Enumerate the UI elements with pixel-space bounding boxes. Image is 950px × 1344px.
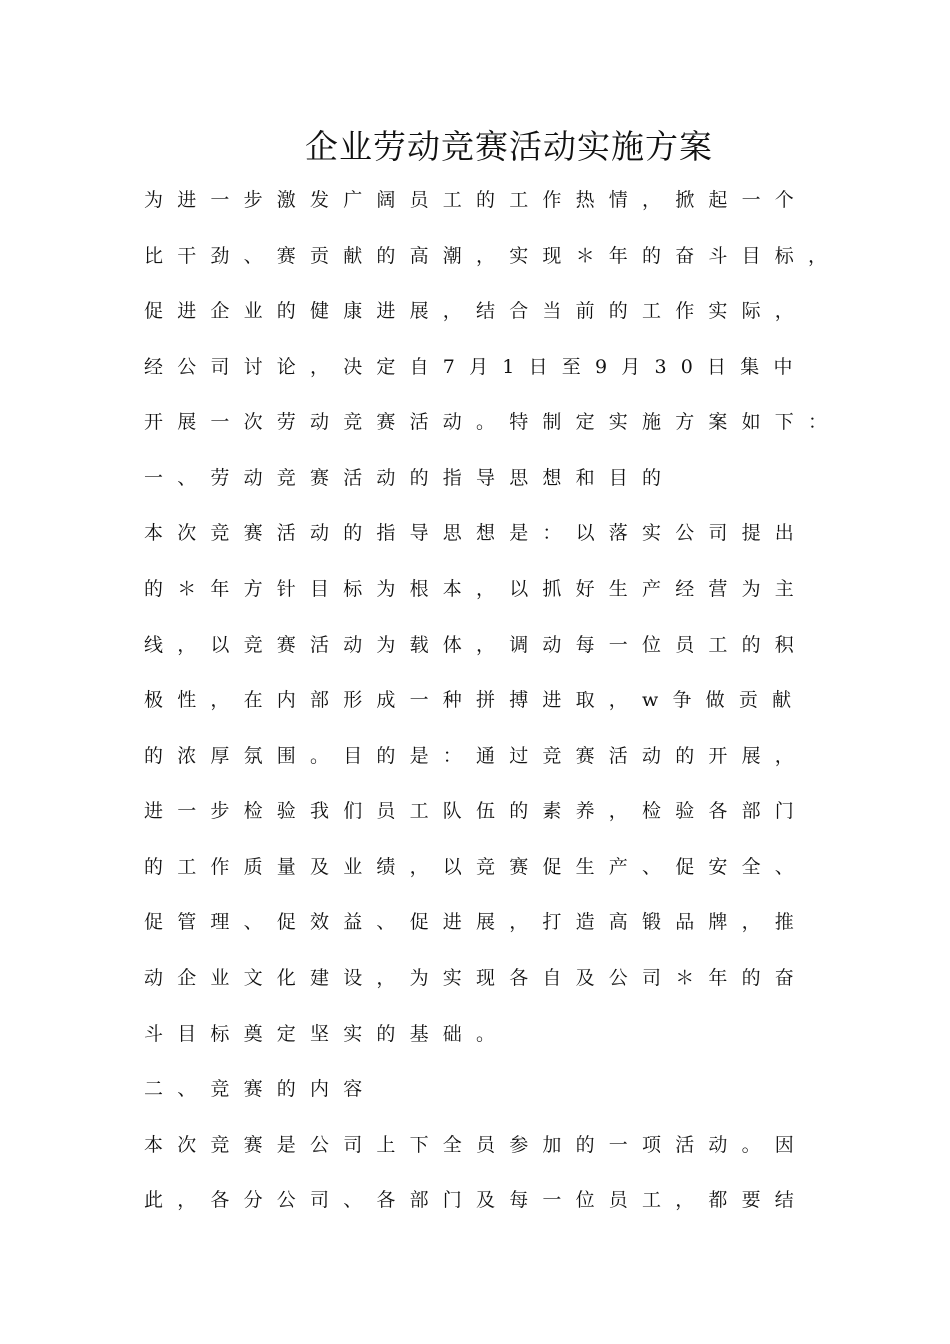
text-line: 的工作质量及业绩，以竞赛促生产、促安全、 <box>144 856 809 878</box>
text-line: 为进一步激发广阔员工的工作热情，掀起一个 <box>144 189 809 211</box>
text-line: 本次竞赛是公司上下全员参加的一项活动。因 <box>144 1134 809 1156</box>
text-line: 促进企业的健康进展，结合当前的工作实际， <box>144 300 809 322</box>
text-line: 此，各分公司、各部门及每一位员工，都要结 <box>144 1189 809 1211</box>
section-heading: 一、劳动竞赛活动的指导思想和目的 <box>144 467 676 489</box>
text-line: 经公司讨论，决定自7月1日至9月30日集中 <box>144 356 807 378</box>
section-heading: 二、竞赛的内容 <box>144 1078 377 1100</box>
text-line: 动企业文化建设，为实现各自及公司＊年的奋 <box>144 967 809 989</box>
text-line: 开展一次劳动竞赛活动。特制定实施方案如下： <box>144 411 842 433</box>
document-title: 企业劳动竞赛活动实施方案 <box>305 127 713 166</box>
text-line: 进一步检验我们员工队伍的素养，检验各部门 <box>144 800 809 822</box>
text-line: 的＊年方针目标为根本，以抓好生产经营为主 <box>144 578 809 600</box>
text-line: 促管理、促效益、促进展，打造高锻品牌，推 <box>144 911 809 933</box>
text-line: 比干劲、赛贡献的高潮，实现＊年的奋斗目标， <box>144 245 842 267</box>
text-line: 的浓厚氛围。目的是：通过竞赛活动的开展， <box>144 745 809 767</box>
text-line: 斗目标奠定坚实的基础。 <box>144 1023 510 1045</box>
text-line: 本次竞赛活动的指导思想是：以落实公司提出 <box>144 522 809 544</box>
text-line: 极性，在内部形成一种拼搏进取，w争做贡献 <box>144 689 806 711</box>
text-line: 线，以竞赛活动为载体，调动每一位员工的积 <box>144 634 809 656</box>
